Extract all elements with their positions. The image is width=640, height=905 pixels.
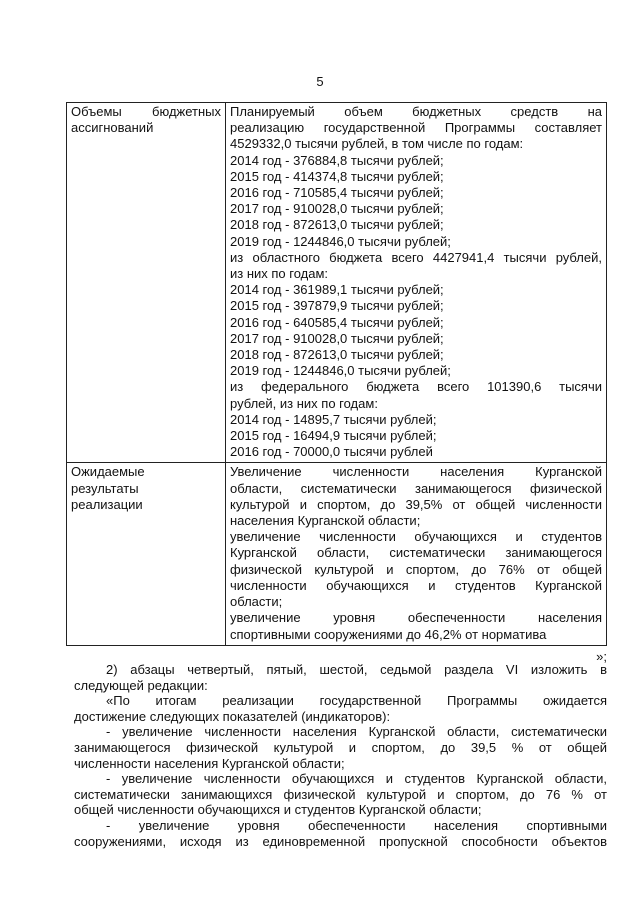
paragraph-line: - увеличение численности обучающихся и студентов Курганской области,: [106, 771, 607, 787]
value-line: увеличение численности обучающихся и студентов: [230, 529, 602, 545]
page-number: 5: [316, 74, 324, 89]
passport-row: [67, 103, 607, 463]
value-line: физической культурой и спортом, до 76% от общей: [230, 561, 602, 577]
quote-end-mark: »;: [596, 649, 607, 664]
value-line: из них по годам:: [230, 266, 329, 282]
passport-row-label: [67, 463, 226, 645]
paragraph-line: общей численности обучающихся и студентов Курганской области;: [74, 802, 482, 818]
value-line: Курганской области, систематически занимающегося: [230, 545, 602, 561]
value-line: 2018 год - 872613,0 тысячи рублей;: [230, 217, 444, 233]
value-line: из областного бюджета всего 4427941,4 тысячи рублей,: [230, 249, 602, 265]
label-line: ассигнований: [71, 120, 154, 136]
value-line: населения Курганской области;: [230, 513, 421, 529]
paragraph-line: - увеличение уровня обеспеченности населения спортивными: [106, 817, 607, 833]
program-passport-table: [66, 102, 607, 646]
paragraph-line: - увеличение численности населения Курганской области, систематически: [106, 724, 607, 740]
paragraph-line: сооружениями, исходя из единовременной пропускной способности объектов: [74, 833, 607, 849]
value-line: увеличение уровня обеспеченности населения: [230, 610, 602, 626]
value-line: численности обучающихся и студентов Курганской: [230, 577, 602, 593]
value-line: Планируемый объем бюджетных средств на: [230, 104, 602, 119]
paragraph-line: следующей редакции:: [74, 677, 208, 693]
value-line: 2019 год - 1244846,0 тысячи рублей;: [230, 363, 451, 379]
value-line: спортивными сооружениями до 46,2% от норматива: [230, 626, 547, 642]
value-line: области;: [230, 594, 283, 610]
amendment-text: [74, 662, 607, 849]
value-line: из федерального бюджета всего 101390,6 тысячи: [230, 379, 602, 395]
value-line: области, систематически занимающегося физической: [230, 480, 602, 496]
passport-row: [67, 463, 607, 645]
label-line: реализации: [71, 496, 143, 512]
paragraph-line: систематически занимающихся физической культурой и спортом, до 76 % от: [74, 786, 607, 802]
label-line: Ожидаемые: [71, 464, 145, 480]
value-line: реализацию государственной Программы составляет: [230, 120, 602, 136]
value-line: 2014 год - 376884,8 тысячи рублей;: [230, 152, 444, 168]
paragraph-line: занимающегося физической культурой и спортом, до 39,5 % от общей: [74, 739, 607, 755]
label-line: результаты: [71, 480, 139, 496]
paragraph-line: численности населения Курганской области;: [74, 755, 345, 771]
value-line: Увеличение численности населения Курганской: [230, 464, 602, 480]
value-line: 2015 год - 414374,8 тысячи рублей;: [230, 168, 444, 184]
paragraph-line: достижение следующих показателей (индикаторов):: [74, 708, 391, 724]
paragraph-line: 2) абзацы четвертый, пятый, шестой, седьмой раздела VI изложить в: [106, 662, 607, 677]
value-line: 2014 год - 14895,7 тысячи рублей;: [230, 411, 437, 427]
value-line: 2016 год - 70000,0 тысячи рублей: [230, 444, 433, 460]
value-line: 2016 год - 640585,4 тысячи рублей;: [230, 314, 444, 330]
value-line: 2015 год - 397879,9 тысячи рублей;: [230, 298, 444, 314]
value-line: 2015 год - 16494,9 тысячи рублей;: [230, 428, 437, 444]
value-line: 4529332,0 тысячи рублей, в том числе по годам:: [230, 136, 524, 152]
label-line: Объемы бюджетных: [71, 104, 221, 119]
passport-row-value: [226, 103, 607, 463]
value-line: 2014 год - 361989,1 тысячи рублей;: [230, 282, 444, 298]
value-line: 2018 год - 872613,0 тысячи рублей;: [230, 347, 444, 363]
value-line: 2017 год - 910028,0 тысячи рублей;: [230, 330, 444, 346]
passport-table-body: [67, 103, 607, 646]
value-line: 2017 год - 910028,0 тысячи рублей;: [230, 201, 444, 217]
value-line: культурой и спортом, до 39,5% от общей численности: [230, 496, 602, 512]
value-line: 2019 год - 1244846,0 тысячи рублей;: [230, 233, 451, 249]
value-line: рублей, из них по годам:: [230, 395, 378, 411]
value-line: 2016 год - 710585,4 тысячи рублей;: [230, 185, 444, 201]
passport-row-label: [67, 103, 226, 463]
paragraph-line: «По итогам реализации государственной Программы ожидается: [106, 693, 607, 709]
passport-row-value: [226, 463, 607, 645]
